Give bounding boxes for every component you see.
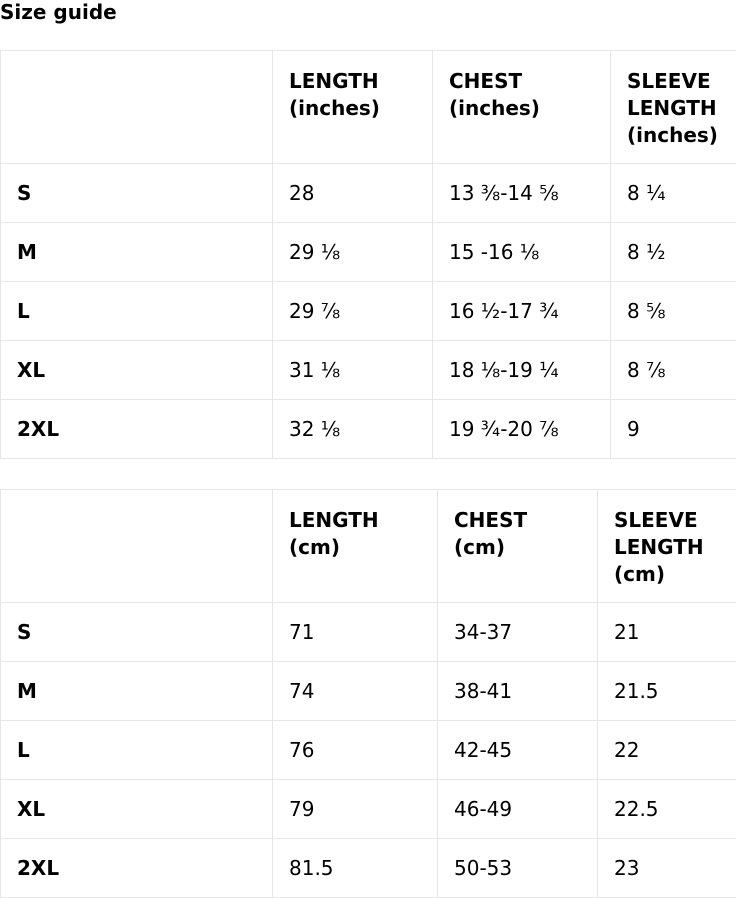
sleeve-length-cell: 8 ⅝ (611, 282, 736, 341)
table-row (1, 164, 736, 223)
sleeve-length-cell: 21 (598, 603, 736, 662)
sleeve-length-cell: 21.5 (598, 662, 736, 721)
chest-cell: 19 ¾-20 ⅞ (433, 400, 611, 459)
chest-cell: 50-53 (438, 839, 598, 898)
sleeve-length-cell: 8 ¼ (611, 164, 736, 223)
length-cell: 32 ⅛ (273, 400, 433, 459)
size-label-cell: L (1, 282, 273, 341)
table-row (1, 780, 736, 839)
chest-cell: 18 ⅛-19 ¼ (433, 341, 611, 400)
table-row (1, 662, 736, 721)
table-header-row (1, 51, 736, 164)
size-label-cell: 2XL (1, 400, 273, 459)
size-label-cell: L (1, 721, 273, 780)
table-row (1, 282, 736, 341)
page-title: Size guide (0, 0, 117, 24)
header-cell-chest: CHEST (inches) (433, 51, 611, 164)
chest-cell: 38-41 (438, 662, 598, 721)
chest-cell: 46-49 (438, 780, 598, 839)
size-label-cell: S (1, 164, 273, 223)
length-cell: 28 (273, 164, 433, 223)
chest-cell: 16 ½-17 ¾ (433, 282, 611, 341)
table-header-row (1, 490, 736, 603)
sleeve-length-cell: 23 (598, 839, 736, 898)
table-row (1, 223, 736, 282)
chest-cell: 34-37 (438, 603, 598, 662)
sleeve-length-cell: 8 ½ (611, 223, 736, 282)
sleeve-length-cell: 22.5 (598, 780, 736, 839)
header-cell-length: LENGTH (inches) (273, 51, 433, 164)
size-label-cell: M (1, 223, 273, 282)
length-cell: 29 ⅛ (273, 223, 433, 282)
table-row (1, 400, 736, 459)
size-label-cell: XL (1, 780, 273, 839)
length-cell: 76 (273, 721, 438, 780)
size-table-inches (0, 50, 736, 459)
size-label-cell: XL (1, 341, 273, 400)
size-label-cell: 2XL (1, 839, 273, 898)
table-row (1, 603, 736, 662)
sleeve-length-cell: 8 ⅞ (611, 341, 736, 400)
chest-cell: 13 ⅜-14 ⅝ (433, 164, 611, 223)
sleeve-length-cell: 9 (611, 400, 736, 459)
length-cell: 29 ⅞ (273, 282, 433, 341)
length-cell: 31 ⅛ (273, 341, 433, 400)
length-cell: 74 (273, 662, 438, 721)
size-label-cell: S (1, 603, 273, 662)
size-table-cm (0, 489, 736, 898)
header-cell-size (1, 51, 273, 164)
chest-cell: 42-45 (438, 721, 598, 780)
header-cell-size (1, 490, 273, 603)
header-cell-length: LENGTH (cm) (273, 490, 438, 603)
sleeve-length-cell: 22 (598, 721, 736, 780)
length-cell: 79 (273, 780, 438, 839)
table-row (1, 341, 736, 400)
chest-cell: 15 -16 ⅛ (433, 223, 611, 282)
length-cell: 81.5 (273, 839, 438, 898)
header-cell-sleeve-length: SLEEVE LENGTH (inches) (611, 51, 736, 164)
size-label-cell: M (1, 662, 273, 721)
table-row (1, 721, 736, 780)
length-cell: 71 (273, 603, 438, 662)
table-row (1, 839, 736, 898)
header-cell-sleeve-length: SLEEVE LENGTH (cm) (598, 490, 736, 603)
header-cell-chest: CHEST (cm) (438, 490, 598, 603)
